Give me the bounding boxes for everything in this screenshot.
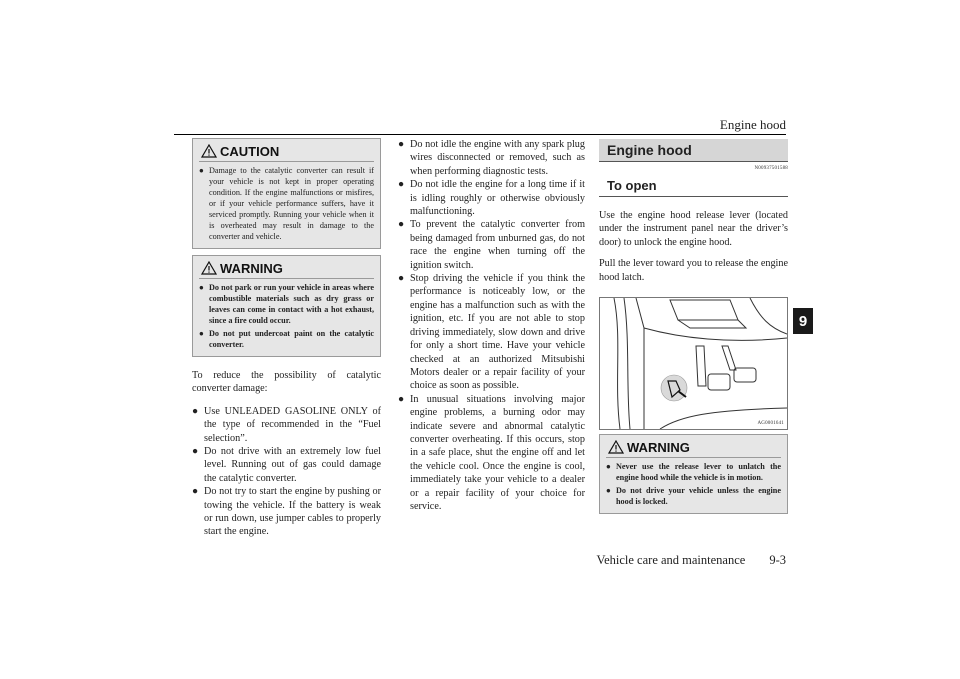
list-item: ● In unusual situations involving major engine problems, a burning odor may indicate severe and abnormal catalytic converter overheating. If this occurs, stop in a safe place, shut the engine off and let the vehicle cool. Once the engine is cool, immediately take your vehicle to a dealer or a repair facility of your choice for service. (398, 393, 585, 512)
warning-header (600, 435, 787, 457)
chapter-tab: 9 (793, 308, 813, 334)
warning-triangle-icon (201, 144, 217, 158)
warning-item: ● Do not park or run your vehicle in areas where combustible materials such as dry grass or leaves can come in contact with a hot exhaust, since a fire could occur. (199, 283, 374, 325)
list-item: ● To prevent the catalytic converter from being damaged from unburned gas, do not race the engine when turning off the ignition switch. (398, 219, 585, 271)
bullet-icon: ● (606, 462, 611, 472)
warning-body (199, 278, 374, 356)
column-1 (192, 138, 381, 539)
section-title: Engine hood (599, 139, 788, 162)
warning-triangle-icon (608, 440, 624, 454)
warning-label: WARNING (627, 439, 690, 455)
warning-box (599, 434, 788, 514)
bullet-icon: ● (398, 219, 405, 231)
warning-item: ● Do not put undercoat paint on the catalytic converter. (199, 329, 374, 349)
bullet-icon: ● (199, 283, 204, 292)
list-item: ● Do not idle the engine for a long time if it is idling roughly or otherwise obviously malfunctioning. (398, 179, 585, 218)
warning-label: WARNING (220, 260, 283, 276)
bullet-icon: ● (192, 486, 199, 498)
warning-body (606, 457, 781, 513)
bullet-icon: ● (398, 393, 405, 405)
warning-triangle-icon (201, 261, 217, 275)
column-2 (398, 138, 585, 513)
caution-label: CAUTION (220, 143, 280, 159)
bullet-icon: ● (398, 179, 405, 191)
warning-item: ● Do not drive your vehicle unless the engine hood is locked. (606, 486, 781, 507)
hood-release-illustration (599, 297, 788, 430)
bullet-icon: ● (199, 166, 204, 175)
caution-header (193, 139, 380, 161)
caution-item: ● Damage to the catalytic converter can result if your vehicle is not kept in proper operating condition. If the engine malfunctions or misfires, or if your vehicle performance suffers, have it serviced promptly. Running your vehicle when it is overheated may result in damage to the converter and vehicle. (199, 166, 374, 241)
footer-section: Vehicle care and maintenance (596, 553, 746, 567)
intro-paragraph: To reduce the possibility of catalytic converter damage: (192, 370, 381, 395)
bullet-icon: ● (192, 405, 199, 417)
warning-header (193, 256, 380, 278)
reference-code: N00937501588 (754, 166, 788, 171)
bullet-icon: ● (199, 329, 204, 338)
page-footer (596, 553, 786, 568)
header-divider (174, 134, 786, 135)
hood-release-drawing (600, 298, 787, 429)
paragraph: Pull the lever toward you to release the engine hood latch. (599, 258, 788, 283)
bullet-icon: ● (398, 273, 405, 285)
list-item: ● Stop driving the vehicle if you think the performance is noticeably low, or the engine has a malfunction such as with the ignition, etc. If you are not able to stop driving immediately, slow down and drive for only a short time. Have your vehicle checked at an authorized Mitsubishi Motors dealer or a repair facility of your choice as soon as possible. (398, 273, 585, 392)
bullet-icon: ● (192, 446, 199, 458)
warning-item: ● Never use the release lever to unlatch the engine hood while the vehicle is in motion. (606, 462, 781, 483)
bullet-icon: ● (398, 139, 405, 150)
paragraph: Use the engine hood release lever (located under the instrument panel near the driver’s door) to unlock the engine hood. (599, 210, 788, 248)
subsection-title: To open (599, 175, 788, 197)
caution-body (199, 161, 374, 248)
warning-box (192, 255, 381, 357)
bullet-icon: ● (606, 486, 611, 496)
damage-prevention-list (192, 405, 381, 539)
caution-box (192, 138, 381, 249)
list-item: ● Use UNLEADED GASOLINE ONLY of the type of recommended in the “Fuel selection”. (192, 405, 381, 444)
list-item: ● Do not drive with an extremely low fuel level. Running out of gas could damage the catalytic converter. (192, 446, 381, 484)
column-3 (599, 139, 788, 514)
figure-code: AG0001641 (757, 421, 784, 427)
page-header-title: Engine hood (719, 117, 786, 132)
list-item: ● Do not try to start the engine by pushing or towing the vehicle. If the battery is weak or run down, use jumper cables to properly start the engine. (192, 486, 381, 538)
footer-page-number: 9-3 (769, 553, 786, 567)
list-item: ● Do not idle the engine with any spark plug wires disconnected or removed, such as when performing diagnostic tests. (398, 139, 585, 177)
